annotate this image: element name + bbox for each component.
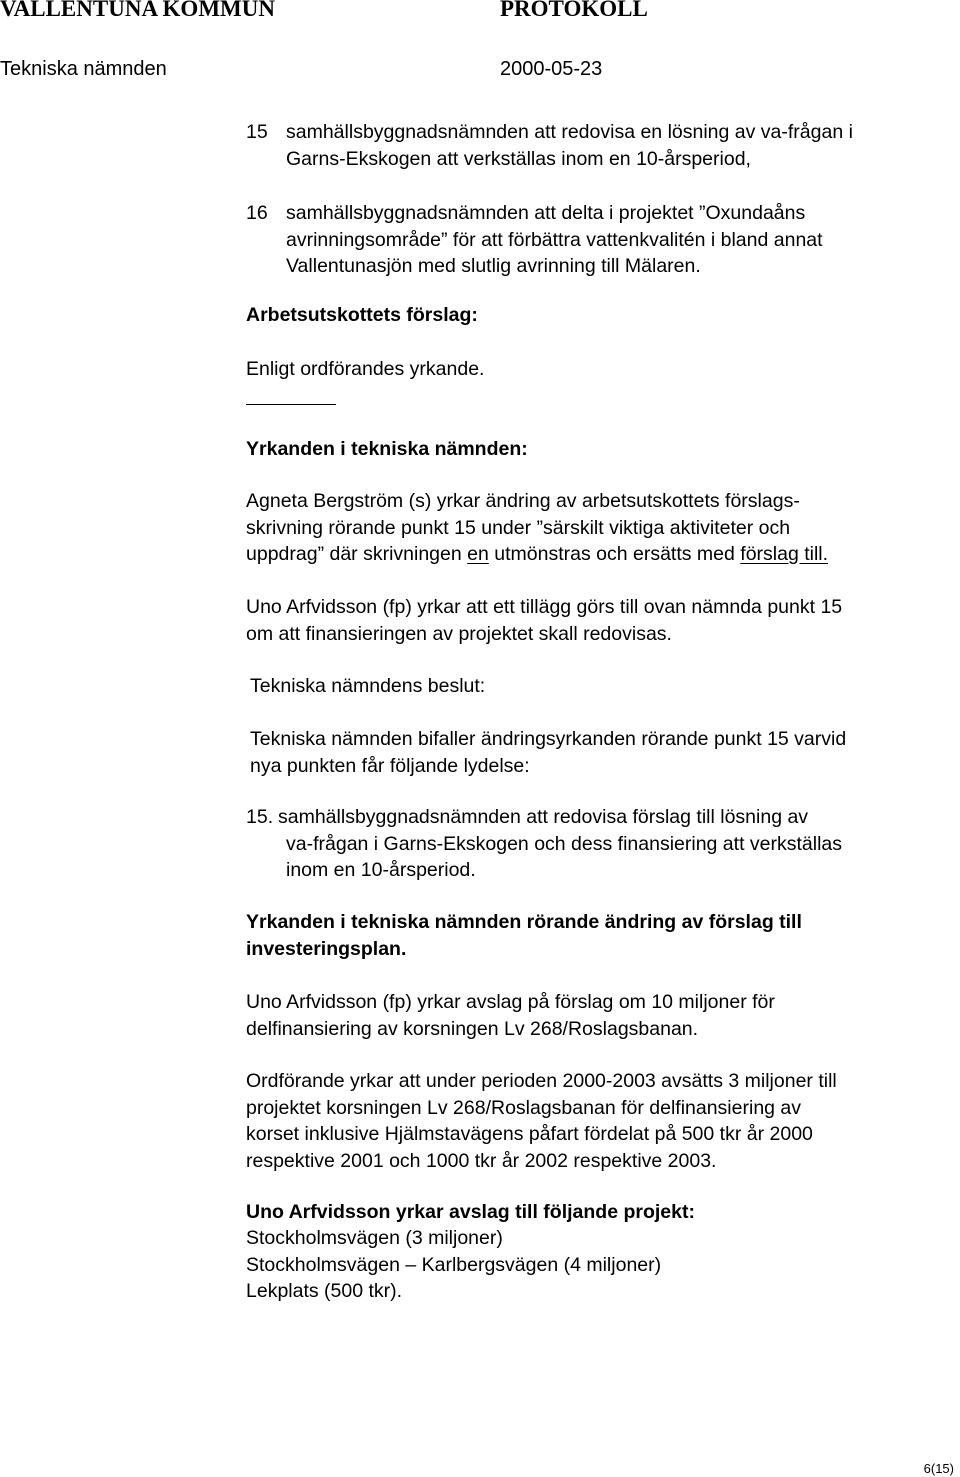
- item-line: avrinningsområde” för att förbättra vattenkvalitén i bland annat: [286, 228, 823, 251]
- motion-line: Uno Arfvidsson (fp) yrkar att ett tillägg görs till ovan nämnda punkt 15: [246, 596, 843, 618]
- municipality-name: VALLENTUNA KOMMUN: [0, 0, 275, 21]
- decision-heading: Tekniska nämndens beslut:: [250, 675, 486, 697]
- decision-line: Tekniska nämnden bifaller ändringsyrkanden rörande punkt 15 varvid: [250, 728, 847, 750]
- item-text: [286, 200, 823, 280]
- heading-line: investeringsplan.: [246, 937, 407, 960]
- item-line: Vallentunasjön med slutlig avrinning till Mälaren.: [286, 255, 701, 277]
- underlined-phrase: förslag till.: [740, 543, 829, 565]
- rejected-projects-list: [246, 1225, 661, 1305]
- motion-line: delfinansiering av korsningen Lv 268/Roslagsbanan.: [246, 1017, 699, 1040]
- uno-projects-heading: Uno Arfvidsson yrkar avslag till följande projekt:: [246, 1201, 695, 1223]
- decision-text: [250, 726, 846, 779]
- item-line: Garns-Ekskogen att verkställas inom en 10-årsperiod,: [286, 147, 751, 170]
- item-line: va-frågan i Garns-Ekskogen och dess finansiering att verkställas: [286, 832, 843, 855]
- chair-motion: [246, 1068, 837, 1174]
- motions-heading: Yrkanden i tekniska nämnden:: [246, 438, 528, 460]
- item-line: inom en 10-årsperiod.: [286, 859, 476, 881]
- motion-line: respektive 2001 och 1000 tkr år 2002 respektive 2003.: [246, 1149, 717, 1172]
- item-number: 16: [246, 202, 268, 224]
- item-text: [286, 119, 853, 172]
- au-proposal-heading: Arbetsutskottets förslag:: [246, 304, 478, 326]
- investment-motions-heading: [246, 909, 802, 962]
- motion-line: Agneta Bergström (s) yrkar ändring av arbetsutskottets förslags-: [246, 490, 800, 512]
- list-item: Lekplats (500 tkr).: [246, 1280, 403, 1302]
- motion-line: Uno Arfvidsson (fp) yrkar avslag på förslag om 10 miljoner för: [246, 991, 775, 1013]
- item-text: [278, 804, 843, 884]
- uno-rejection-motion: [246, 989, 775, 1042]
- uno-addition-motion: [246, 594, 842, 647]
- numbered-item-16: [246, 200, 946, 280]
- heading-line: Yrkanden i tekniska nämnden rörande ändring av förslag till: [246, 911, 802, 933]
- list-item: Stockholmsvägen – Karlbergsvägen (4 miljoner): [246, 1253, 662, 1276]
- list-item: Stockholmsvägen (3 miljoner): [246, 1227, 503, 1249]
- motion-line: skrivning rörande punkt 15 under ”särskilt viktiga aktiviteter och: [246, 516, 791, 539]
- item-line: samhällsbyggnadsnämnden att redovisa en lösning av va-frågan i: [286, 121, 853, 143]
- item-number: 15.: [246, 806, 274, 828]
- motion-line: om att finansieringen av projektet skall redovisas.: [246, 622, 672, 645]
- decision-line: nya punkten får följande lydelse:: [250, 754, 530, 777]
- separator-line: [246, 404, 336, 405]
- numbered-item-15: [246, 119, 946, 173]
- document-type: PROTOKOLL: [500, 0, 648, 21]
- motion-line: Ordförande yrkar att under perioden 2000-2003 avsätts 3 miljoner till: [246, 1070, 837, 1092]
- underlined-word: en: [467, 543, 489, 565]
- motion-line: projektet korsningen Lv 268/Roslagsbanan för delfinansiering av: [246, 1096, 802, 1119]
- item-line: samhällsbyggnadsnämnden att delta i projektet ”Oxundaåns: [286, 202, 806, 224]
- page-number: 6(15): [923, 1461, 954, 1476]
- item-number: 15: [246, 121, 268, 143]
- committee-name: Tekniska nämnden: [0, 58, 167, 80]
- new-item-15: [246, 804, 946, 884]
- motion-line: uppdrag” där skrivningen en utmönstras och ersätts med förslag till.: [246, 543, 829, 565]
- item-line: samhällsbyggnadsnämnden att redovisa förslag till lösning av: [278, 806, 809, 828]
- au-proposal-text: Enligt ordförandes yrkande.: [246, 358, 485, 380]
- meeting-date: 2000-05-23: [500, 58, 603, 80]
- agneta-motion: [246, 488, 828, 568]
- motion-line: korset inklusive Hjälmstavägens påfart fördelat på 500 tkr år 2000: [246, 1123, 813, 1145]
